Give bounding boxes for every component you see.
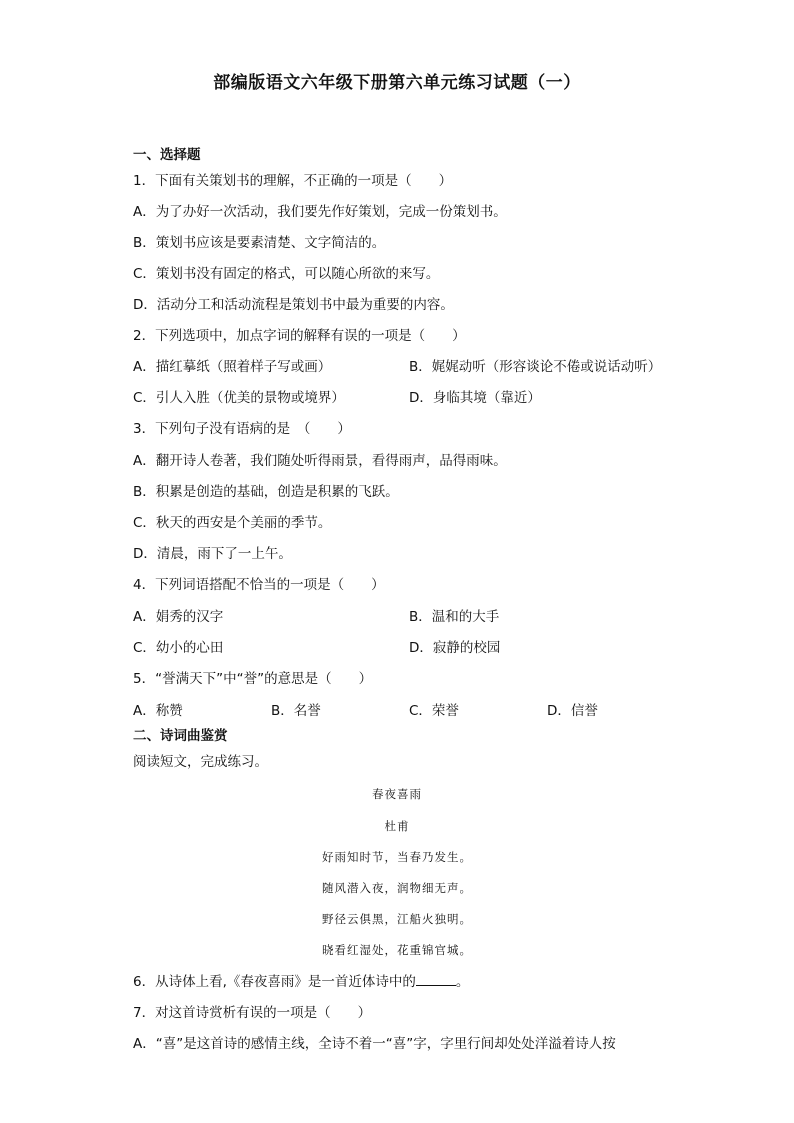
page-title: 部编版语文六年级下册第六单元练习试题（一） (213, 73, 581, 93)
q1-option-b: B．策划书应该是要素清楚、文字简洁的。 (133, 235, 386, 251)
q4-option-a: A．娟秀的汉字 (133, 609, 224, 625)
q3-option-b: B．积累是创造的基础，创造是积累的飞跃。 (133, 484, 399, 500)
q6-stem (133, 973, 469, 991)
q2-option-b: B．娓娓动听（形容谈论不倦或说话动听） (409, 359, 662, 375)
q5-option-d: D．信誉 (547, 703, 598, 719)
q2-option-c: C．引人入胜（优美的景物或境界） (133, 390, 345, 406)
q6-answer-blank[interactable] (416, 973, 456, 986)
poem-author: 杜甫 (384, 819, 410, 833)
q3-option-d: D．清晨，雨下了一上午。 (133, 546, 292, 562)
q2-stem: 2．下列选项中，加点字词的解释有误的一项是（ ） (133, 328, 466, 344)
q7-stem: 7．对这首诗赏析有误的一项是（ ） (133, 1005, 372, 1021)
q2-option-d: D．身临其境（靠近） (409, 390, 541, 406)
q5-option-a: A．称赞 (133, 703, 183, 719)
poem-line-2: 随风潜入夜，润物细无声。 (322, 881, 472, 895)
q3-stem: 3．下列句子没有语病的是 （ ） (133, 421, 351, 437)
q1-option-c: C．策划书没有固定的格式，可以随心所欲的来写。 (133, 266, 440, 282)
q3-option-c: C．秋天的西安是个美丽的季节。 (133, 515, 332, 531)
q1-stem: 1．下面有关策划书的理解，不正确的一项是（ ） (133, 173, 453, 189)
q5-stem: 5．“誉满天下”中“誉”的意思是（ ） (133, 671, 373, 687)
poem-line-3: 野径云俱黑，江船火独明。 (322, 912, 472, 926)
q4-option-d: D．寂静的校园 (409, 640, 501, 656)
q5-option-b: B．名誉 (271, 703, 321, 719)
reading-instruction: 阅读短文，完成练习。 (133, 754, 268, 770)
q3-option-a: A．翻开诗人卷著，我们随处听得雨景，看得雨声，品得雨味。 (133, 453, 507, 469)
section-heading-choice: 一、选择题 (133, 147, 201, 163)
poem-line-4: 晓看红湿处，花重锦官城。 (322, 943, 472, 957)
section-heading-poetry: 二、诗词曲鉴赏 (133, 728, 228, 744)
q5-option-c: C．荣誉 (409, 703, 459, 719)
poem-line-1: 好雨知时节，当春乃发生。 (322, 850, 472, 864)
q6-text-after: 。 (455, 974, 470, 990)
q1-option-a: A．为了办好一次活动，我们要先作好策划，完成一份策划书。 (133, 204, 507, 220)
q1-option-d: D．活动分工和活动流程是策划书中最为重要的内容。 (133, 297, 454, 313)
q4-option-c: C．幼小的心田 (133, 640, 224, 656)
q6-text-before: 6．从诗体上看,《春夜喜雨》是一首近体诗中的 (133, 974, 416, 990)
poem-title: 春夜喜雨 (372, 787, 422, 801)
q2-option-a: A．描红摹纸（照着样子写或画） (133, 359, 332, 375)
q4-stem: 4．下列词语搭配不恰当的一项是（ ） (133, 577, 385, 593)
q7-option-a: A．“喜”是这首诗的感情主线，全诗不着一“喜”字，字里行间却处处洋溢着诗人按 (133, 1036, 616, 1052)
q4-option-b: B．温和的大手 (409, 609, 500, 625)
